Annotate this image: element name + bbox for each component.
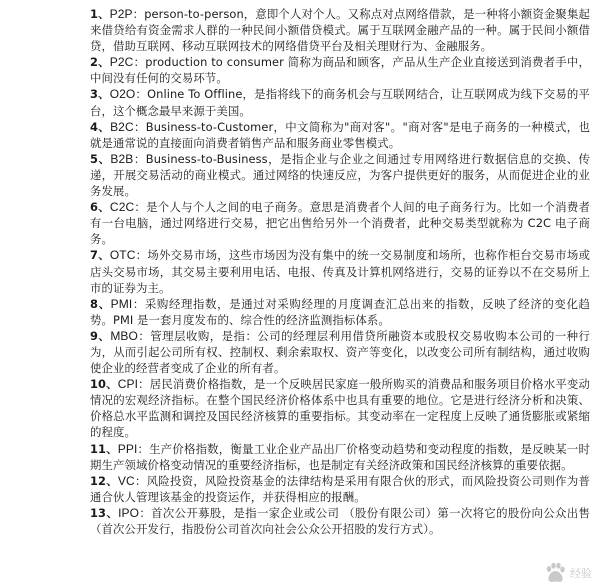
entry-separator: ：	[135, 248, 148, 263]
definition-entry	[90, 199, 590, 247]
entry-body: Business-to-Customer，中文简称为"商对客"。"商对客"是电子商务的一种模式，也就是通常说的直接面向消费者销售产品和服务商业零售模式。	[90, 119, 590, 150]
definition-entry	[90, 473, 590, 505]
entry-separator: ：	[137, 328, 151, 343]
entry-body: Online To Offline，是指将线下的商务机会与互联网结合，让互联网成为线下交易的平台，这个概念最早来源于美国。	[90, 87, 590, 118]
entry-number: 11、	[90, 441, 118, 456]
entry-separator: ：	[139, 505, 152, 520]
watermark-text: 经验	[570, 566, 592, 580]
baidu-paw-icon	[544, 562, 566, 584]
definition-entry	[90, 86, 590, 118]
entry-heading	[90, 152, 133, 166]
entry-heading	[90, 55, 133, 69]
entry-heading	[90, 506, 139, 520]
definition-entry	[90, 151, 590, 199]
entry-separator: ：	[133, 119, 146, 134]
definition-entry	[90, 247, 590, 295]
entry-separator: ：	[133, 55, 146, 70]
entry-body: 场外交易市场，这些市场因为没有集中的统一交易制度和场所，也称作柜台交易市场或店头交易市场，其交易主要利用电话、电报、传真及计算机网络进行，交易的证券以不在交易所上市的证券为主。	[90, 248, 590, 295]
entry-separator: ：	[137, 441, 150, 456]
entry-separator: ：	[134, 473, 147, 488]
entry-body: 采购经理指数，是通过对采购经理的月度调查汇总出来的指数，反映了经济的变化趋势。PMI 是一套月度发布的、综合性的经济监测指标体系。	[90, 296, 590, 327]
entry-body: 管理层收购，是指：公司的经理层利用借贷所融资本或股权交易收购本公司的一种行为，从而引起公司所有权、控制权、剩余索取权、资产等变化，以改变公司所有制结构，通过收购使企业的经营者变成了企业的所有者。	[90, 328, 590, 376]
definition-entry	[90, 328, 590, 376]
entry-separator: ：	[132, 7, 145, 21]
entry-term: CPI	[117, 377, 139, 392]
entry-number: 1、	[90, 7, 110, 21]
entry-heading	[90, 120, 134, 134]
entry-heading	[90, 200, 134, 214]
entry-term: IPO	[118, 505, 140, 520]
definition-entry	[90, 119, 590, 151]
entry-heading	[90, 474, 135, 488]
entry-number: 8、	[90, 296, 111, 311]
entry-term: O2O	[109, 87, 136, 102]
definition-entry	[90, 441, 590, 473]
definition-entry	[90, 54, 590, 86]
definition-entry	[90, 296, 590, 328]
definition-entry	[90, 6, 590, 54]
entry-term: PMI	[110, 296, 133, 311]
entry-term: PPI	[117, 441, 138, 456]
entry-heading	[90, 442, 137, 456]
definition-entry	[90, 376, 590, 440]
entry-separator: ：	[133, 151, 146, 166]
entry-body: 是个人与个人之间的电子商务。意思是消费者个人间的电子商务行为。比如一个消费者有一台电脑，通过网络进行交易，把它出售给另外一个消费者，此种交易类型就称为 C2C 电子商务。	[90, 200, 590, 247]
entry-term: VC	[117, 473, 135, 488]
entry-heading	[90, 87, 135, 101]
entry-term: B2B	[110, 151, 134, 166]
definition-entry	[90, 505, 590, 537]
entry-term: B2C	[110, 119, 134, 134]
entry-number: 13、	[90, 505, 119, 520]
entry-separator: ：	[134, 200, 147, 215]
entry-heading	[90, 297, 132, 311]
entry-number: 7、	[90, 248, 110, 263]
entry-body: person-to-person，意即个人对个人。又称点对点网络借款，是一种将小额资金聚集起来借贷给有资金需求人群的一种民间小额借贷模式。属于互联网金融产品的一种。属于民间小额借贷，借助互联网、移动互联网技术的网络借贷平台及相关理财行为、金融服务。	[90, 7, 590, 54]
entry-term: MBO	[110, 328, 138, 343]
entry-number: 5、	[90, 151, 111, 166]
entry-number: 10、	[90, 377, 118, 392]
entry-separator: ：	[138, 377, 150, 392]
entry-number: 3、	[90, 87, 110, 102]
entry-number: 4、	[90, 119, 111, 134]
watermark	[544, 562, 592, 584]
entry-body: 风险投资，风险投资基金的法律结构是采用有限合伙的形式，而风险投资公司则作为普通合伙人管理该基金的投资运作，并获得相应的报酬。	[90, 473, 590, 504]
entry-term: P2C	[109, 55, 134, 70]
entry-body: 首次公开募股，是指一家企业或公司 （股份有限公司）第一次将它的股份向公众出售（首次公开发行，指股份公司首次向社会公众公开招股的发行方式）。	[90, 505, 590, 536]
entry-number: 12、	[90, 473, 118, 488]
entry-heading	[90, 248, 135, 262]
entry-number: 9、	[90, 328, 111, 343]
entry-heading	[90, 7, 133, 21]
entry-heading	[90, 329, 138, 343]
entry-body: Business-to-Business，是指企业与企业之间通过专用网络进行数据信息的交换、传递，开展交易活动的商业模式。通过网络的快速反应，为客户提供更好的服务，从而促进企业的业务发展。	[90, 151, 590, 199]
entry-term: OTC	[109, 248, 136, 263]
entry-body: production to consumer 简称为商品和顾客，产品从生产企业直接送到消费者手中，中间没有任何的交易环节。	[90, 55, 590, 86]
entry-body: 居民消费价格指数，是一个反映居民家庭一般所购买的消费品和服务项目价格水平变动情况的宏观经济指标。在整个国民经济价格体系中也具有重要的地位。它是进行经济分析和决策、价格总水平监测和调控及国民经济核算的重要指标。其变动率在一定程度上反映了通货膨胀或紧缩的程度。	[90, 377, 590, 440]
entry-heading	[90, 377, 138, 391]
entry-number: 2、	[90, 55, 110, 70]
entry-separator: ：	[135, 87, 148, 102]
entry-term: P2P	[109, 7, 133, 21]
entry-number: 6、	[90, 200, 110, 215]
entry-separator: ：	[132, 296, 145, 311]
entry-term: C2C	[109, 200, 135, 215]
entry-body: 生产价格指数，衡量工业企业产品出厂价格变动趋势和变动程度的指数，是反映某一时期生产领域价格变动情况的重要经济指标，也是制定有关经济政策和国民经济核算的重要依据。	[90, 441, 590, 472]
